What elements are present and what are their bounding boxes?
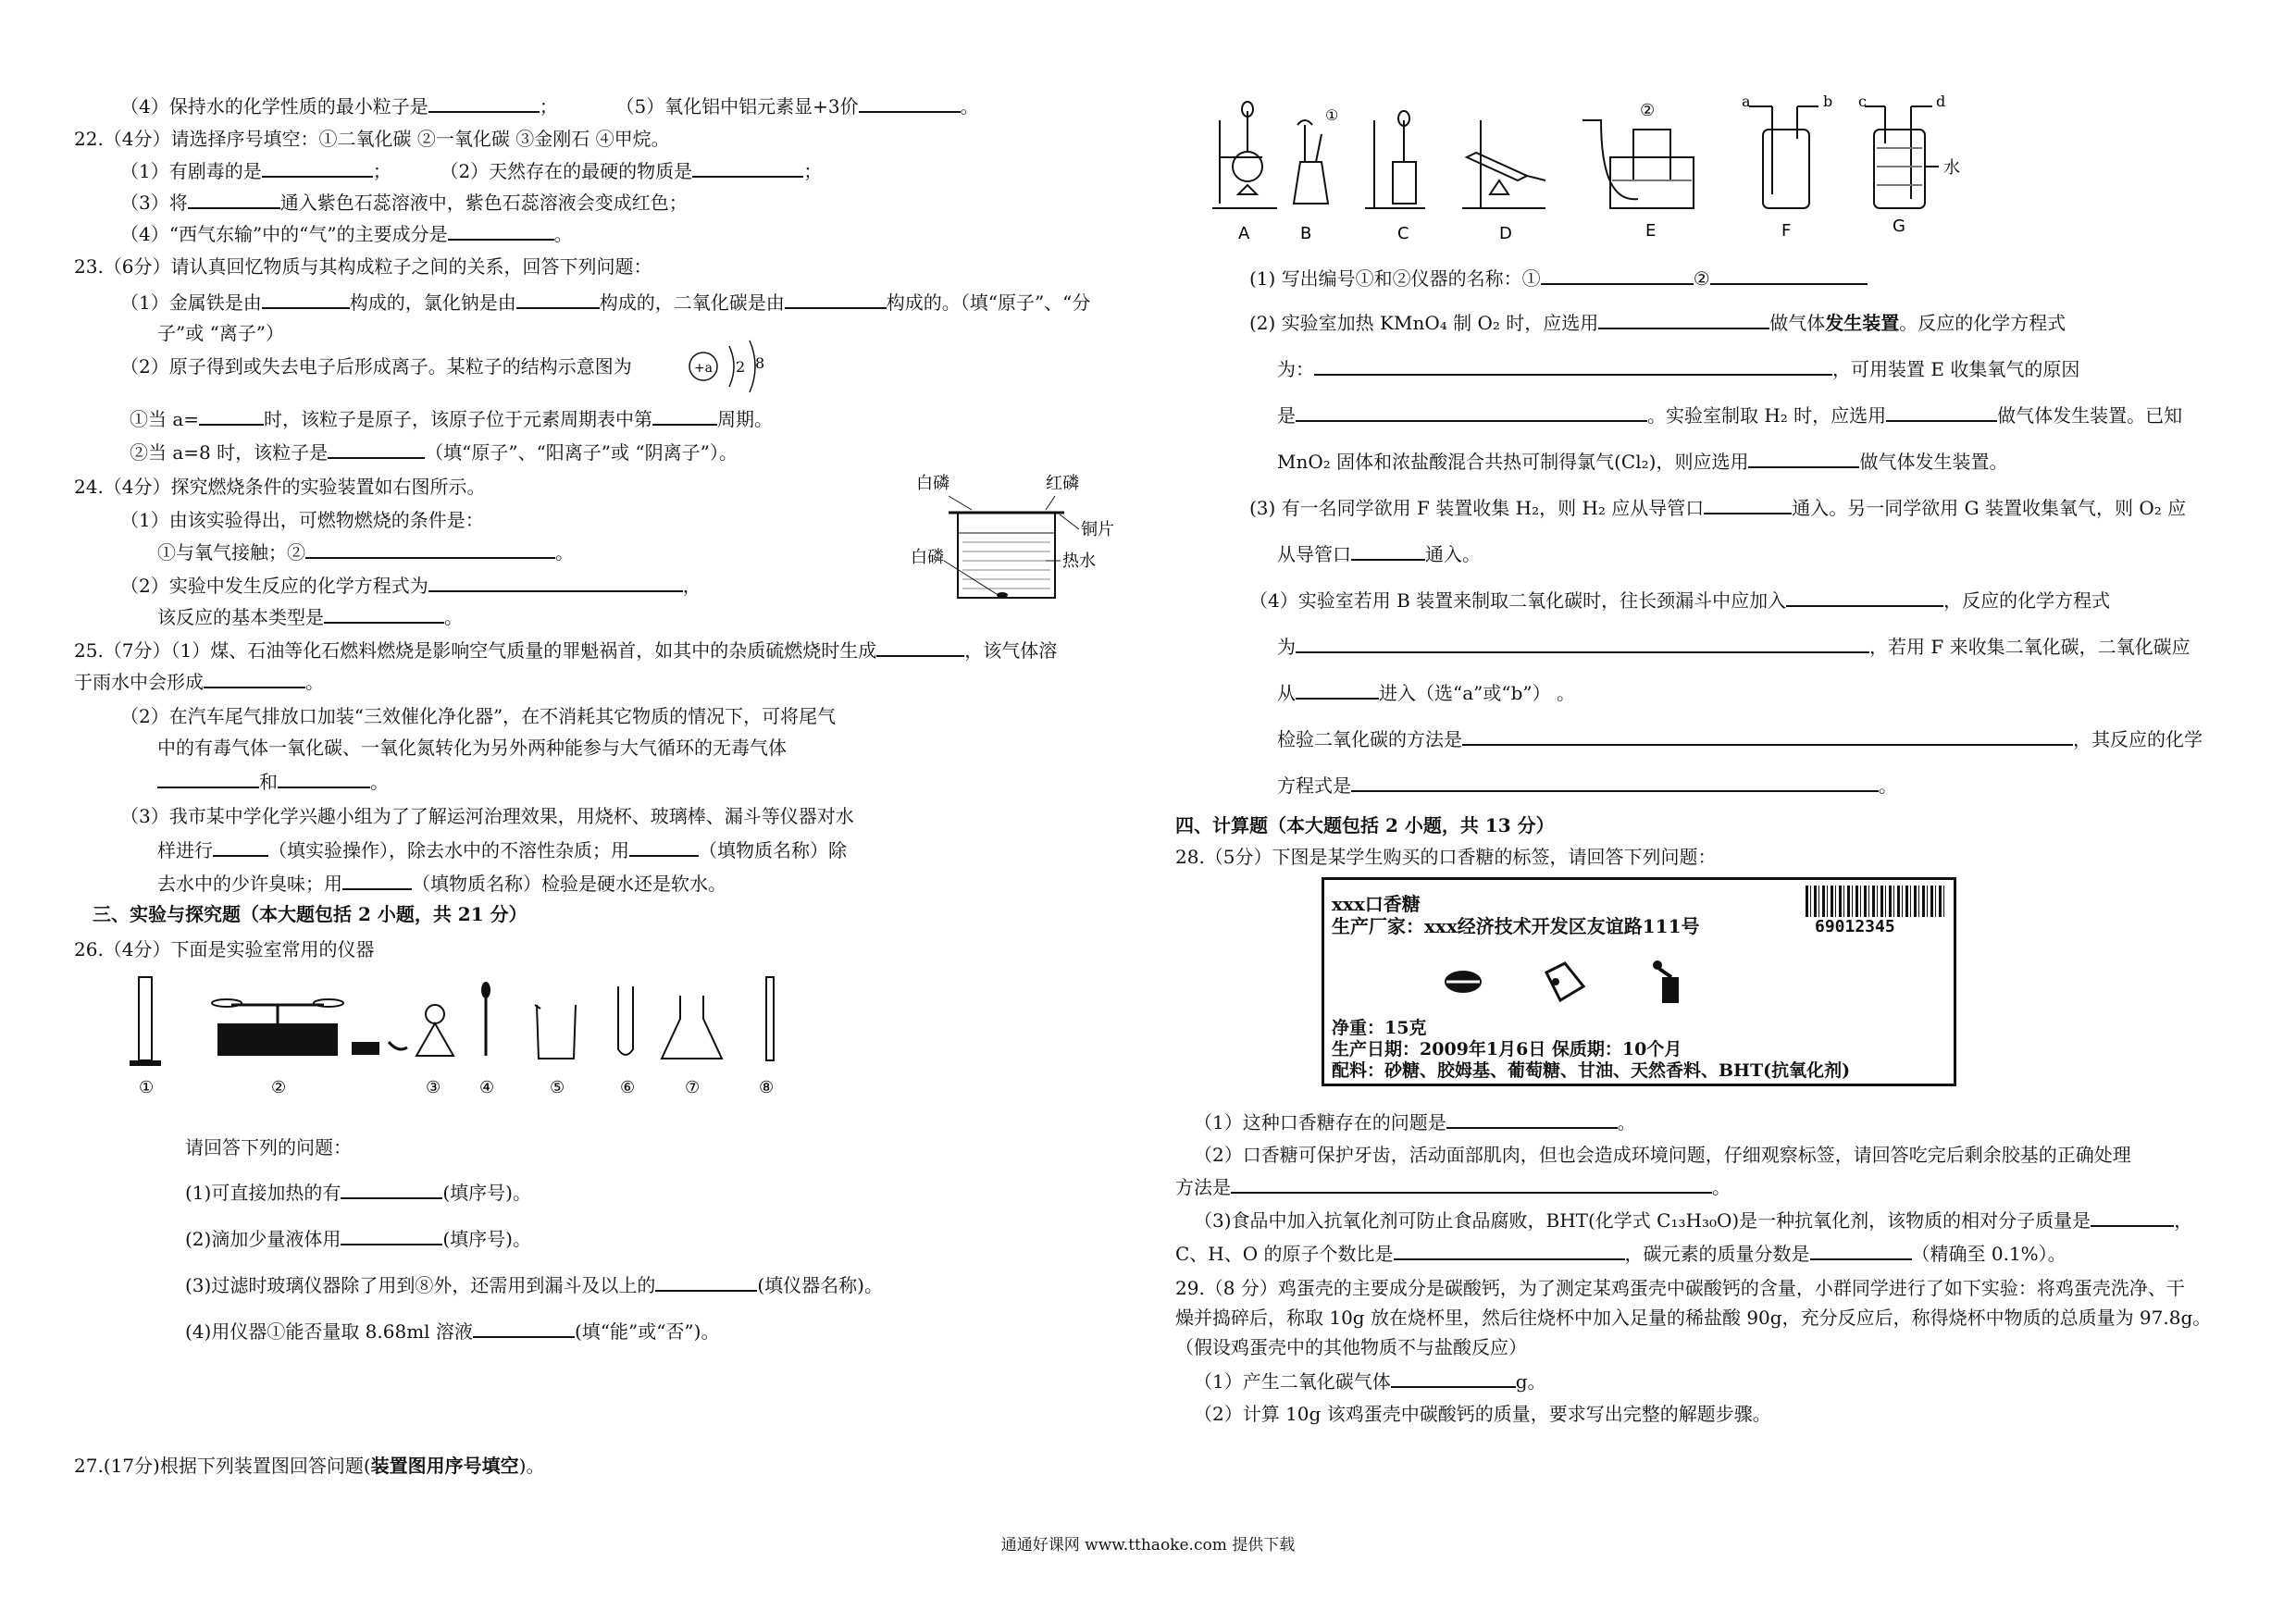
gum-label-date: 生产日期：2009年1月6日 保质期：10个月 xyxy=(1332,1039,1682,1059)
lips-icon xyxy=(1445,971,1482,993)
instrument-number-2: ② xyxy=(271,1078,287,1097)
alcohol-lamp-icon xyxy=(416,1005,453,1056)
apparatus-label-2: ② xyxy=(1640,101,1656,120)
blank[interactable] xyxy=(278,768,370,788)
q27-2a: (2) 实验室加热 KMnO₄ 制 O₂ 时，应选用 做气体发生装置。反应的化学方程式 xyxy=(1249,309,2066,336)
blank[interactable] xyxy=(629,836,699,857)
instrument-number-1: ① xyxy=(139,1078,155,1097)
q28-3b: C、H、O 的原子个数比是 ，碳元素的质量分数是 （精确至 0.1%）。 xyxy=(1175,1240,2066,1267)
instrument-number-3: ③ xyxy=(426,1078,441,1097)
q27-4c: 为 ，若用 F 来收集二氧化碳，二氧化碳应 xyxy=(1277,633,2191,660)
gum-label-weight: 净重：15克 xyxy=(1332,1018,1427,1038)
conical-flask-icon xyxy=(662,996,722,1059)
lab-instruments-figure xyxy=(130,968,981,1097)
q22-title: 22.（4分）请选择序号填空：①二氧化碳 ②一氧化碳 ③金刚石 ④甲烷。 xyxy=(74,128,670,150)
q23-2: （2）原子得到或失去电子后形成离子。某粒子的结构示意图为 xyxy=(120,355,632,378)
balance-icon xyxy=(212,999,407,1056)
barcode-icon xyxy=(1806,886,1944,917)
blank[interactable] xyxy=(341,1225,442,1245)
q24-title: 24.（4分）探究燃烧条件的实验装置如右图所示。 xyxy=(74,476,486,498)
combustion-experiment-figure xyxy=(907,468,1129,607)
q26-4: (4)用仪器①能否量取 8.68ml 溶液 (填“能”或“否”)。 xyxy=(185,1318,719,1344)
blank[interactable] xyxy=(1391,1368,1516,1388)
gas-apparatus-figure xyxy=(1212,93,2027,245)
apparatus-B-icon xyxy=(1294,120,1328,204)
q22-1: （1）有剧毒的是 ； （2）天然存在的最硬的物质是 ； xyxy=(120,157,822,184)
blank[interactable] xyxy=(473,1318,575,1338)
apparatus-C-icon xyxy=(1365,111,1425,208)
white-phosphorus-label-top: 白磷 xyxy=(916,474,949,493)
atom-nucleus-label: +a xyxy=(693,361,714,376)
q26-ask: 请回答下列的问题： xyxy=(185,1136,352,1158)
q24-1: （1）由该实验得出，可燃物燃烧的条件是： xyxy=(120,509,484,531)
atom-shell-2: 8 xyxy=(755,354,765,372)
atom-structure-diagram xyxy=(685,339,796,403)
blank[interactable] xyxy=(1886,402,1997,422)
q27-4i: 方程式是 。 xyxy=(1277,772,1897,799)
copper-plate-label: 铜片 xyxy=(1081,520,1114,539)
blank[interactable] xyxy=(341,1179,442,1199)
instrument-number-7: ⑦ xyxy=(685,1078,701,1097)
gum-label-title: xxx口香糖 xyxy=(1332,893,1421,915)
blank[interactable] xyxy=(1446,1109,1618,1129)
q29-2: （2）计算 10g 该鸡蛋壳中碳酸钙的质量，要求写出完整的解题步骤。 xyxy=(1194,1403,1771,1425)
apparatus-C-label: C xyxy=(1397,224,1409,243)
blank[interactable] xyxy=(204,668,305,688)
blank[interactable] xyxy=(1394,1240,1625,1260)
q27-3a: (3) 有一名同学欲用 F 装置收集 H₂，则 H₂ 应从导管口 通入。另一同学欲用 G 装置收集氧气，则 O₂ 应 xyxy=(1249,494,2186,521)
q27-2d: 为： ，可用装置 E 收集氧气的原因 xyxy=(1277,355,2079,382)
water-label: 水 xyxy=(1943,158,1960,178)
blank[interactable] xyxy=(859,93,961,113)
apparatus-E-label: E xyxy=(1645,221,1657,241)
blank[interactable] xyxy=(213,836,268,857)
blank[interactable] xyxy=(785,289,887,309)
apparatus-label-1: ① xyxy=(1325,106,1339,124)
hot-water-label: 热水 xyxy=(1062,551,1096,571)
q23-1: （1）金属铁是由 构成的，氯化钠是由 构成的，二氧化碳是由 构成的。（填“原子”、“分 xyxy=(120,289,1090,316)
blank[interactable] xyxy=(1351,540,1425,561)
apparatus-F-icon xyxy=(1749,106,1818,208)
q25-2a: （2）在汽车尾气排放口加装“三效催化净化器”，在不消耗其它物质的情况下，可将尾气 xyxy=(120,705,837,727)
q29-line1: 29.（8 分）鸡蛋壳的主要成分是碳酸钙，为了测定某鸡蛋壳中碳酸钙的含量，小群同学进行了如下实验：将鸡蛋壳洗净、干 xyxy=(1175,1277,2185,1299)
apparatus-F-label: F xyxy=(1781,221,1792,241)
q27-3c: 从导管口 通入。 xyxy=(1277,540,1481,567)
blank[interactable] xyxy=(2091,1207,2174,1227)
white-phosphorus-label-bottom: 白磷 xyxy=(911,548,944,567)
section-4-title: 四、计算题（本大题包括 2 小题，共 13 分） xyxy=(1175,814,1555,836)
trash-disposal-icon xyxy=(1653,960,1679,1003)
q24-2: （2）实验中发生反应的化学方程式为 ， xyxy=(120,572,701,599)
blank[interactable] xyxy=(188,189,280,209)
q22-4: （4）“西气东输”中的“气”的主要成分是 。 xyxy=(120,220,573,247)
q27-2f: 是 。实验室制取 H₂ 时，应选用 做气体发生装置。已知 xyxy=(1277,402,2182,428)
port-b-label: b xyxy=(1823,93,1833,110)
q26-2: (2)滴加少量液体用 (填序号)。 xyxy=(185,1225,531,1252)
blank[interactable] xyxy=(876,637,964,657)
apparatus-G-label: G xyxy=(1893,217,1905,236)
blank[interactable] xyxy=(157,768,259,788)
instrument-number-6: ⑥ xyxy=(620,1078,636,1097)
q23-2-1: ①当 a= 时，该粒子是原子，该原子位于元素周期表中第 周期。 xyxy=(130,405,773,432)
blank[interactable] xyxy=(1810,1240,1912,1260)
blank[interactable] xyxy=(1704,494,1792,514)
page-footer: 通通好课网 www.tthaoke.com 提供下载 xyxy=(1000,1536,1296,1555)
q23-2-2: ②当 a=8 时，该粒子是 （填“原子”、“阳离子”或 “阴离子”）。 xyxy=(130,439,738,465)
gum-label-icons xyxy=(1445,954,1741,1010)
port-d-label: d xyxy=(1936,93,1946,110)
port-a-label: a xyxy=(1742,93,1751,110)
blank[interactable] xyxy=(199,405,264,426)
blank[interactable] xyxy=(428,572,683,592)
gum-label-ingredients: 配料：砂糖、胶姆基、葡萄糖、甘油、天然香料、BHT(抗氧化剂) xyxy=(1332,1060,1851,1081)
q26-title: 26.（4分）下面是实验室常用的仪器 xyxy=(74,938,375,960)
apparatus-B-label: B xyxy=(1300,224,1312,243)
q22-3: （3）将 通入紫色石蕊溶液中，紫色石蕊溶液会变成红色； xyxy=(120,189,688,216)
apparatus-G-icon xyxy=(1865,106,1939,208)
q26-1: (1)可直接加热的有 (填序号)。 xyxy=(185,1179,531,1206)
blank[interactable] xyxy=(1462,725,2073,746)
blank[interactable] xyxy=(1710,265,1868,285)
q26-3: (3)过滤时玻璃仪器除了用到⑧外，还需用到漏斗及以上的 (填仪器名称)。 xyxy=(185,1271,883,1298)
q21-line: （4）保持水的化学性质的最小粒子是 ； （5）氧化铝中铝元素显+3价 。 xyxy=(120,93,979,119)
instrument-number-8: ⑧ xyxy=(759,1078,775,1097)
q29-line2: 燥并捣碎后，称取 10g 放在烧杯里，然后往烧杯中加入足量的稀盐酸 90g，充分反应后，称得烧杯中物质的总质量为 97.8g。 xyxy=(1175,1307,2212,1329)
blank[interactable] xyxy=(262,289,350,309)
apparatus-D-icon xyxy=(1462,120,1545,208)
q28-title: 28.（5分）下图是某学生购买的口香糖的标签，请回答下列问题： xyxy=(1175,846,1717,868)
apparatus-E-icon xyxy=(1582,120,1694,208)
gum-label-box xyxy=(1322,877,1956,1086)
blank[interactable] xyxy=(1296,679,1379,700)
beaker-icon xyxy=(535,1005,576,1059)
q25-line1: 25.（7分）（1）煤、石油等化石燃料燃烧是影响空气质量的罪魁祸首，如其中的杂质硫燃烧时生成 ，该气体溶 xyxy=(74,637,1057,663)
apparatus-A-icon xyxy=(1212,102,1277,208)
blank[interactable] xyxy=(1786,587,1943,607)
blank[interactable] xyxy=(1748,448,1859,468)
apparatus-A-label: A xyxy=(1238,224,1250,243)
q29-1: （1）产生二氧化碳气体 g。 xyxy=(1194,1368,1546,1394)
instrument-number-5: ⑤ xyxy=(550,1078,565,1097)
blank[interactable] xyxy=(328,439,425,459)
atom-shell-1: 2 xyxy=(736,358,746,376)
q29-line3: （假设鸡蛋壳中的其他物质不与盐酸反应） xyxy=(1175,1336,1527,1358)
q25-2c: 和 。 xyxy=(157,768,389,795)
q27-4e: 从 进入（选“a”或“b”） 。 xyxy=(1277,679,1575,706)
blank[interactable] xyxy=(342,870,412,890)
q28-1: （1）这种口香糖存在的问题是 。 xyxy=(1194,1109,1636,1135)
q23-1-cont: 子”或 “离子”） xyxy=(157,322,285,344)
blank[interactable] xyxy=(262,157,373,178)
blank[interactable] xyxy=(1314,355,1832,376)
blank[interactable] xyxy=(428,93,540,113)
q25-3e: 去水中的少许臭味；用 （填物质名称）检验是硬水还是软水。 xyxy=(157,870,726,897)
blank[interactable] xyxy=(655,1271,757,1292)
tooth-cleaning-icon xyxy=(1546,963,1583,1000)
blank[interactable] xyxy=(1296,402,1647,422)
q24-2b: 该反应的基本类型是 。 xyxy=(157,603,463,630)
blank[interactable] xyxy=(652,405,717,426)
q25-2b: 中的有毒气体一氧化碳、一氧化氮转化为另外两种能参与大气循环的无毒气体 xyxy=(157,737,787,759)
q27-title: 27.(17分)根据下列装置图回答问题(装置图用序号填空)。 xyxy=(74,1455,545,1477)
blank[interactable] xyxy=(448,220,554,241)
q28-3a: （3)食品中加入抗氧化剂可防止食品腐败，BHT(化学式 C₁₃H₃₀O)是一种抗氧化剂，该物质的相对分子质量是 ， xyxy=(1194,1207,2192,1233)
q27-4a: （4）实验室若用 B 装置来制取二氧化碳时，往长颈漏斗中应加入 ，反应的化学方程式 xyxy=(1249,587,2110,613)
apparatus-D-label: D xyxy=(1499,224,1512,243)
blank[interactable] xyxy=(1541,265,1694,285)
barcode-number: 69012345 xyxy=(1815,917,1895,936)
q24-1b: ①与氧气接触；② 。 xyxy=(157,539,574,565)
blank[interactable] xyxy=(1351,772,1879,792)
blank[interactable] xyxy=(1598,309,1769,329)
q28-2a: （2）口香糖可保护牙齿，活动面部肌肉，但也会造成环境问题，仔细观察标签，请回答吃完后剩余胶基的正确处理 xyxy=(1194,1144,2131,1166)
blank[interactable] xyxy=(1296,633,1869,653)
q25-line2: 于雨水中会形成 。 xyxy=(74,668,324,695)
blank[interactable] xyxy=(1231,1173,1712,1194)
q27-1: (1) 写出编号①和②仪器的名称：① ② xyxy=(1249,265,1868,291)
section-3-title: 三、实验与探究题（本大题包括 2 小题，共 21 分） xyxy=(93,903,527,925)
graduated-cylinder-icon xyxy=(130,977,161,1066)
blank[interactable] xyxy=(516,289,600,309)
q23-title: 23.（6分）请认真回忆物质与其构成粒子之间的关系，回答下列问题： xyxy=(74,255,652,278)
q27-2i: MnO₂ 固体和浓盐酸混合共热可制得氯气(Cl₂)，则应选用 做气体发生装置。 xyxy=(1277,448,2007,475)
gum-label-maker: 生产厂家：xxx经济技术开发区友谊路111号 xyxy=(1332,915,1700,937)
glass-rod-icon xyxy=(766,977,774,1060)
blank[interactable] xyxy=(305,539,555,559)
test-tube-icon xyxy=(618,986,633,1055)
blank[interactable] xyxy=(324,603,444,624)
instrument-number-4: ④ xyxy=(479,1078,495,1097)
blank[interactable] xyxy=(692,157,803,178)
q25-3a: （3）我市某中学化学兴趣小组为了了解运河治理效果，用烧杯、玻璃棒、漏斗等仪器对水 xyxy=(120,805,854,827)
q27-4g: 检验二氧化碳的方法是 ，其反应的化学 xyxy=(1277,725,2203,752)
port-c-label: c xyxy=(1858,93,1867,110)
dropper-icon xyxy=(481,982,490,1056)
q25-3b: 样进行 （填实验操作），除去水中的不溶性杂质；用 （填物质名称）除 xyxy=(157,836,847,863)
q28-2b: 方法是 。 xyxy=(1175,1173,1731,1200)
red-phosphorus-label: 红磷 xyxy=(1046,474,1079,493)
